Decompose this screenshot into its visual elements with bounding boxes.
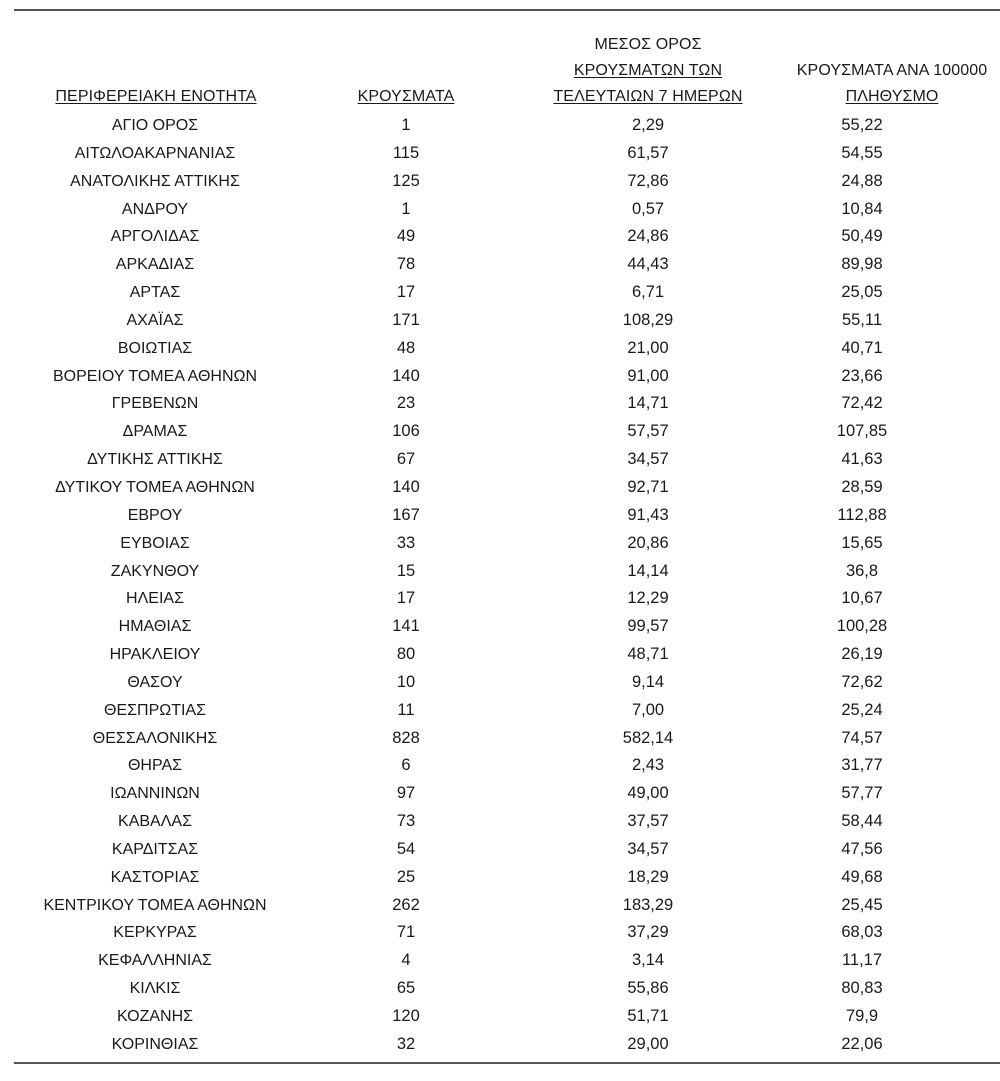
cell-cases: 65 <box>396 979 416 998</box>
cell-region: ΑΡΚΑΔΙΑΣ <box>115 256 195 274</box>
table-row <box>0 892 1000 920</box>
cell-avg7: 7,00 <box>631 700 665 719</box>
cell-per100k: 22,06 <box>841 1034 883 1053</box>
table-row <box>0 474 1000 502</box>
table-row <box>0 223 1000 251</box>
cell-region: ΕΒΡΟΥ <box>127 506 183 524</box>
cell-cases: 262 <box>392 895 420 914</box>
cell-avg7: 34,57 <box>627 839 669 858</box>
table-row <box>0 1003 1000 1031</box>
cell-avg7: 57,57 <box>627 422 669 441</box>
cell-cases: 71 <box>396 923 416 942</box>
cell-cases: 4 <box>401 951 411 970</box>
cell-avg7: 29,00 <box>627 1034 669 1053</box>
table-row <box>0 975 1000 1003</box>
cell-avg7: 20,86 <box>627 533 669 552</box>
cell-cases: 11 <box>397 700 415 719</box>
cell-cases: 125 <box>392 171 420 190</box>
table-row <box>0 390 1000 418</box>
cell-avg7: 21,00 <box>627 338 669 357</box>
table-row <box>0 418 1000 446</box>
cell-per100k: 10,67 <box>841 589 883 608</box>
table-row <box>0 558 1000 586</box>
cell-region: ΚΑΒΑΛΑΣ <box>118 813 192 831</box>
cell-per100k: 89,98 <box>841 255 883 274</box>
cell-avg7: 49,00 <box>627 784 669 803</box>
cell-region: ΑΙΤΩΛΟΑΚΑΡΝΑΝΙΑΣ <box>74 144 236 162</box>
cell-avg7: 6,71 <box>631 283 665 302</box>
cell-per100k: 49,68 <box>841 867 883 886</box>
table-row <box>0 947 1000 975</box>
cell-region: ΘΗΡΑΣ <box>127 757 183 775</box>
column-header-avg7-line2: ΚΡΟΥΣΜΑΤΩΝ ΤΩΝ <box>573 62 723 79</box>
cell-per100k: 58,44 <box>841 812 883 831</box>
cell-cases: 10 <box>396 672 416 691</box>
table-row <box>0 140 1000 168</box>
table-row <box>0 112 1000 140</box>
cell-region: ΒΟΡΕΙΟΥ ΤΟΜΕΑ ΑΘΗΝΩΝ <box>52 367 258 385</box>
cell-cases: 67 <box>396 450 416 469</box>
cell-cases: 1 <box>401 116 411 134</box>
cell-avg7: 55,86 <box>627 979 669 998</box>
cell-cases: 140 <box>392 366 420 385</box>
cell-region: ΘΕΣΣΑΛΟΝΙΚΗΣ <box>92 729 218 747</box>
cell-avg7: 44,43 <box>627 255 669 274</box>
cell-per100k: 55,22 <box>841 116 883 134</box>
cell-cases: 15 <box>396 561 416 580</box>
cell-avg7: 18,29 <box>627 867 669 886</box>
cell-per100k: 79,9 <box>845 1007 879 1025</box>
cell-per100k: 28,59 <box>841 477 883 496</box>
cell-avg7: 12,29 <box>627 589 669 608</box>
table-header <box>0 0 1000 120</box>
cell-per100k: 72,62 <box>841 672 883 691</box>
cell-cases: 171 <box>392 310 420 329</box>
column-header-per100k <box>762 58 1000 110</box>
cell-cases: 828 <box>392 728 420 747</box>
cell-avg7: 48,71 <box>627 645 669 664</box>
cell-cases: 120 <box>392 1007 420 1025</box>
cell-avg7: 2,43 <box>631 756 665 775</box>
cell-per100k: 25,05 <box>841 283 883 302</box>
table-row <box>0 279 1000 307</box>
cell-avg7: 61,57 <box>627 143 669 162</box>
table-row <box>0 641 1000 669</box>
table-row <box>0 808 1000 836</box>
cell-avg7: 3,14 <box>631 951 665 970</box>
table-row <box>0 919 1000 947</box>
cell-cases: 115 <box>392 143 420 162</box>
cell-per100k: 11,17 <box>841 951 883 970</box>
table-row <box>0 613 1000 641</box>
cell-per100k: 72,42 <box>841 394 883 413</box>
cell-per100k: 107,85 <box>836 422 888 441</box>
cell-cases: 25 <box>396 867 416 886</box>
cell-cases: 54 <box>396 839 416 858</box>
table-row <box>0 168 1000 196</box>
cell-region: ΒΟΙΩΤΙΑΣ <box>117 339 193 357</box>
cell-avg7: 51,71 <box>627 1007 669 1025</box>
cell-per100k: 25,24 <box>841 700 883 719</box>
cell-region: ΑΧΑΪΑΣ <box>126 311 184 329</box>
cell-region: ΖΑΚΥΝΘΟΥ <box>110 562 200 580</box>
cell-region: ΙΩΑΝΝΙΝΩΝ <box>110 785 200 803</box>
table-bottom-rule <box>14 1062 1000 1064</box>
cell-avg7: 183,29 <box>622 895 674 914</box>
cell-avg7: 92,71 <box>627 477 669 496</box>
cell-cases: 6 <box>401 756 411 775</box>
cell-region: ΘΑΣΟΥ <box>127 673 183 691</box>
cell-region: ΚΙΛΚΙΣ <box>129 980 181 998</box>
cell-region: ΑΝΔΡΟΥ <box>121 200 189 218</box>
table-row <box>0 585 1000 613</box>
cell-per100k: 50,49 <box>841 227 883 246</box>
table-row <box>0 446 1000 474</box>
table-row <box>0 780 1000 808</box>
cell-region: ΗΡΑΚΛΕΙΟΥ <box>109 646 201 664</box>
column-header-per100k-line2: ΠΛΗΘΥΣΜΟ <box>845 88 939 105</box>
cell-cases: 78 <box>396 255 416 274</box>
column-header-region: ΠΕΡΙΦΕΡΕΙΑΚΗ ΕΝΟΤΗΤΑ <box>55 88 257 105</box>
cell-avg7: 91,43 <box>627 505 669 524</box>
cell-per100k: 36,8 <box>845 561 879 580</box>
table-row <box>0 335 1000 363</box>
cell-region: ΚΕΡΚΥΡΑΣ <box>113 924 197 942</box>
cell-cases: 141 <box>392 617 420 636</box>
column-header-cases: ΚΡΟΥΣΜΑΤΑ <box>357 88 455 105</box>
cell-region: ΚΟΖΑΝΗΣ <box>116 1008 194 1025</box>
cell-cases: 17 <box>396 283 416 302</box>
cell-region: ΚΕΦΑΛΛΗΝΙΑΣ <box>98 952 212 970</box>
cell-per100k: 40,71 <box>841 338 883 357</box>
cell-cases: 49 <box>396 227 416 246</box>
table-row <box>0 836 1000 864</box>
cell-cases: 48 <box>396 338 416 357</box>
cell-avg7: 14,71 <box>627 394 669 413</box>
cell-per100k: 10,84 <box>841 199 883 218</box>
cell-per100k: 100,28 <box>836 617 888 636</box>
cell-per100k: 74,57 <box>841 728 883 747</box>
cell-per100k: 23,66 <box>841 366 883 385</box>
cell-cases: 80 <box>396 645 416 664</box>
cell-avg7: 9,14 <box>631 672 665 691</box>
cell-region: ΔΡΑΜΑΣ <box>122 423 188 441</box>
cell-region: ΑΝΑΤΟΛΙΚΗΣ ΑΤΤΙΚΗΣ <box>70 172 240 190</box>
cell-cases: 73 <box>396 812 416 831</box>
cell-cases: 140 <box>392 477 420 496</box>
table-row <box>0 864 1000 892</box>
column-header-avg7-line1: ΜΕΣΟΣ ΟΡΟΣ <box>594 36 702 53</box>
cell-avg7: 2,29 <box>631 116 665 134</box>
cell-per100k: 24,88 <box>841 171 883 190</box>
cell-avg7: 24,86 <box>627 227 669 246</box>
column-header-avg7-line3: ΤΕΛΕΥΤΑΙΩΝ 7 ΗΜΕΡΩΝ <box>553 88 743 105</box>
table-row <box>0 363 1000 391</box>
table-row <box>0 725 1000 753</box>
cell-region: ΚΕΝΤΡΙΚΟΥ ΤΟΜΕΑ ΑΘΗΝΩΝ <box>43 896 267 914</box>
cell-region: ΚΑΡΔΙΤΣΑΣ <box>111 840 199 858</box>
table-row <box>0 502 1000 530</box>
cell-avg7: 34,57 <box>627 450 669 469</box>
cell-avg7: 0,57 <box>631 199 665 218</box>
cell-region: ΔΥΤΙΚΟΥ ΤΟΜΕΑ ΑΘΗΝΩΝ <box>55 478 255 496</box>
cell-avg7: 37,57 <box>627 812 669 831</box>
cell-avg7: 582,14 <box>622 728 674 747</box>
column-header-avg7 <box>522 32 774 110</box>
cell-region: ΚΟΡΙΝΘΙΑΣ <box>111 1035 199 1053</box>
cell-avg7: 14,14 <box>627 561 669 580</box>
cell-per100k: 80,83 <box>841 979 883 998</box>
table-row <box>0 1031 1000 1059</box>
cell-region: ΑΓΙΟ ΟΡΟΣ <box>111 117 199 134</box>
cell-per100k: 47,56 <box>841 839 883 858</box>
table-row <box>0 307 1000 335</box>
cell-region: ΕΥΒΟΙΑΣ <box>120 534 190 552</box>
cell-per100k: 15,65 <box>841 533 883 552</box>
cell-per100k: 112,88 <box>837 505 887 524</box>
table-body <box>0 112 1000 1059</box>
cell-avg7: 91,00 <box>627 366 669 385</box>
cell-region: ΓΡΕΒΕΝΩΝ <box>111 395 199 413</box>
table-row <box>0 697 1000 725</box>
table-row <box>0 251 1000 279</box>
cell-region: ΘΕΣΠΡΩΤΙΑΣ <box>104 701 206 719</box>
cell-region: ΔΥΤΙΚΗΣ ΑΤΤΙΚΗΣ <box>87 451 223 469</box>
cell-avg7: 72,86 <box>627 171 669 190</box>
cell-avg7: 37,29 <box>627 923 669 942</box>
cell-cases: 23 <box>396 394 416 413</box>
cell-cases: 32 <box>396 1034 416 1053</box>
cell-per100k: 68,03 <box>841 923 883 942</box>
cell-per100k: 31,77 <box>841 756 883 775</box>
cell-per100k: 25,45 <box>841 895 883 914</box>
cell-region: ΑΡΤΑΣ <box>129 284 181 302</box>
cell-cases: 106 <box>392 422 420 441</box>
column-header-per100k-line1: ΚΡΟΥΣΜΑΤΑ ΑΝΑ 100000 <box>796 62 988 79</box>
cell-per100k: 55,11 <box>841 310 883 329</box>
cell-cases: 167 <box>392 505 420 524</box>
cell-avg7: 108,29 <box>622 310 674 329</box>
table-row <box>0 196 1000 224</box>
cell-per100k: 54,55 <box>841 143 883 162</box>
table-row <box>0 669 1000 697</box>
cell-cases: 17 <box>396 589 416 608</box>
table-row <box>0 752 1000 780</box>
cell-region: ΗΜΑΘΙΑΣ <box>118 618 192 636</box>
cell-region: ΑΡΓΟΛΙΔΑΣ <box>110 228 200 246</box>
cell-cases: 97 <box>396 784 416 803</box>
cell-per100k: 41,63 <box>841 450 883 469</box>
cell-per100k: 26,19 <box>841 645 883 664</box>
cell-region: ΗΛΕΙΑΣ <box>126 590 184 608</box>
cell-avg7: 99,57 <box>627 617 669 636</box>
cell-cases: 33 <box>396 533 416 552</box>
cell-region: ΚΑΣΤΟΡΙΑΣ <box>110 868 200 886</box>
cell-cases: 1 <box>401 199 411 218</box>
cell-per100k: 57,77 <box>841 784 883 803</box>
table-row <box>0 530 1000 558</box>
